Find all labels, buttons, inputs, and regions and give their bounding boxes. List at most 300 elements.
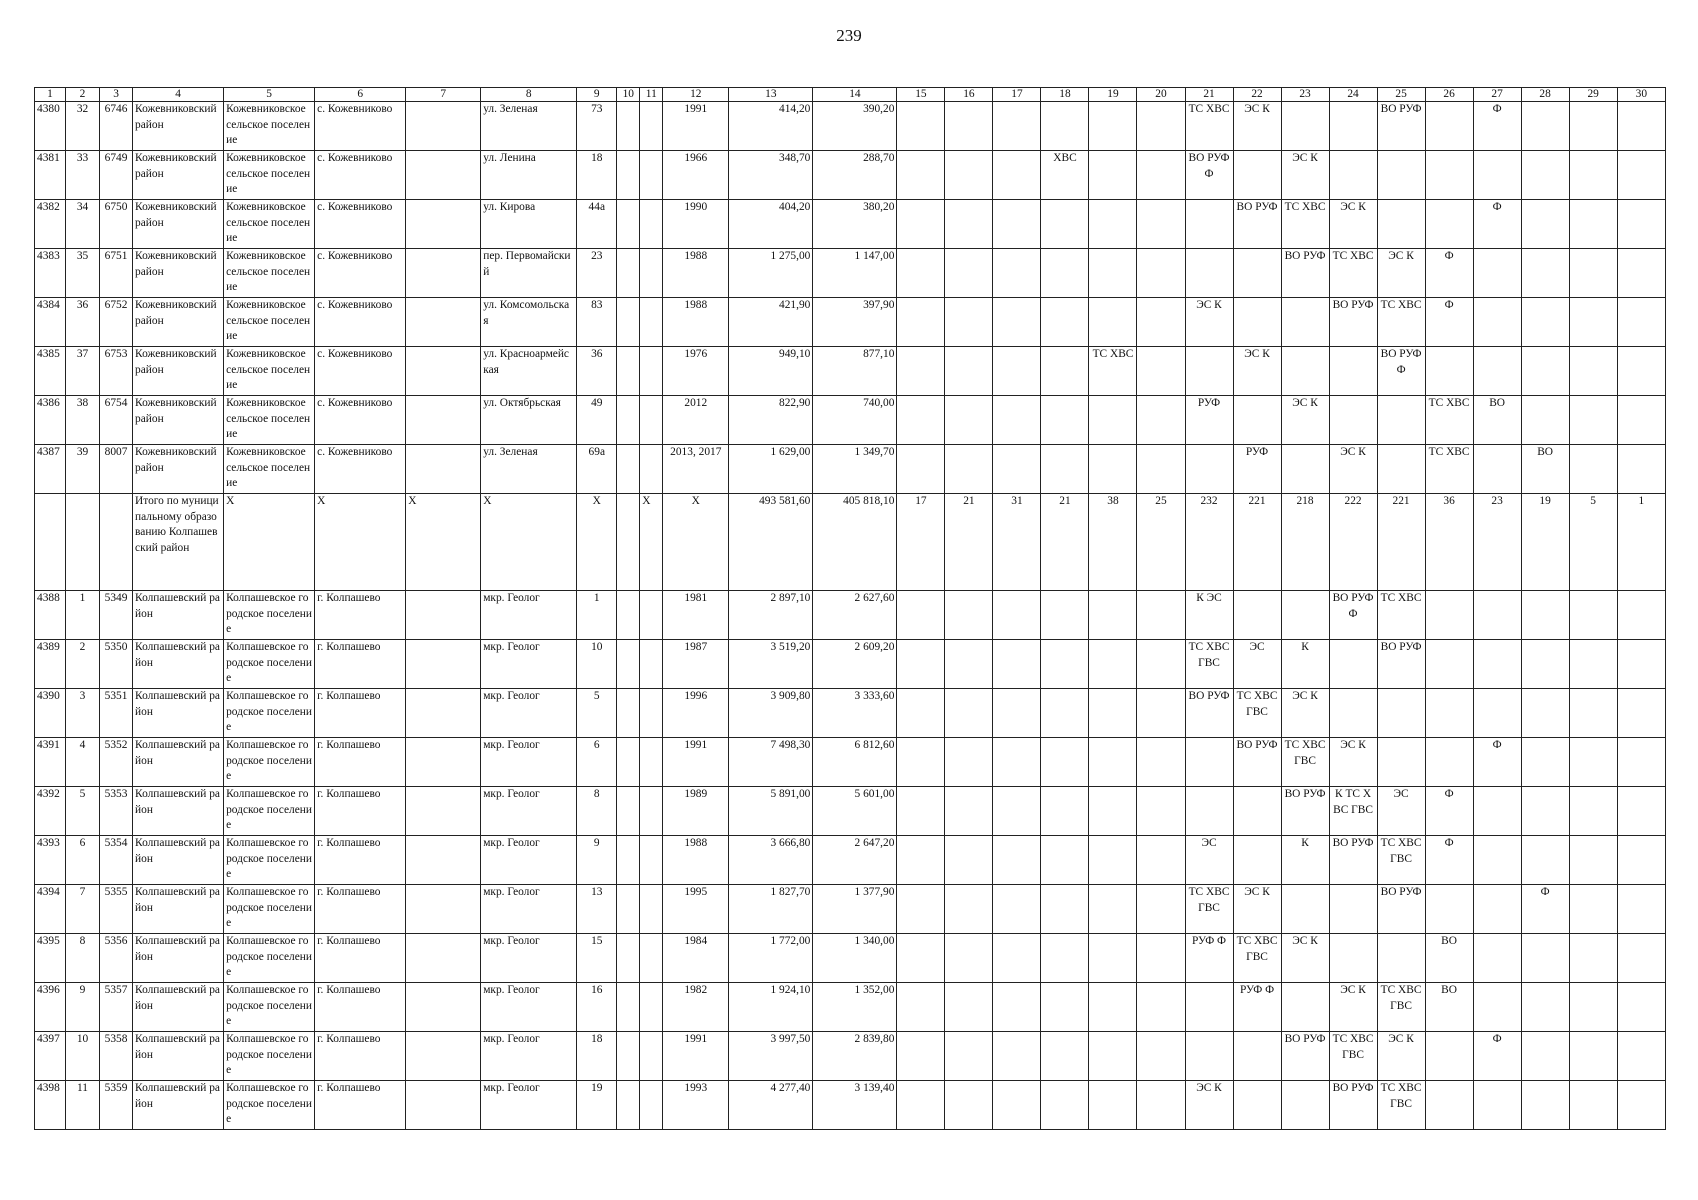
column-number-cell: 3 — [100, 88, 133, 102]
table-cell-col-24: ВО РУФ Ф — [1329, 591, 1377, 640]
table-cell-col-4: Итого по муниципальному образованию Колпашевский район — [133, 494, 224, 591]
table-cell-col-28 — [1521, 1081, 1569, 1130]
table-cell-col-16 — [945, 787, 993, 836]
table-cell-col-5: X — [224, 494, 315, 591]
table-cell-col-23 — [1281, 102, 1329, 151]
table-cell-col-2: 36 — [66, 298, 100, 347]
table-cell-col-11 — [640, 640, 663, 689]
table-cell-col-2: 1 — [66, 591, 100, 640]
table-cell-col-5: Колпашевское городское поселение — [224, 738, 315, 787]
column-number-cell: 2 — [66, 88, 100, 102]
table-cell-col-20 — [1137, 347, 1185, 396]
table-row — [35, 885, 1666, 934]
table-cell-col-25: ВО РУФ — [1377, 885, 1425, 934]
table-row — [35, 298, 1666, 347]
table-cell-col-22 — [1233, 1081, 1281, 1130]
table-cell-col-20 — [1137, 787, 1185, 836]
table-cell-col-6: г. Колпашево — [315, 1081, 406, 1130]
column-number-cell: 5 — [224, 88, 315, 102]
table-cell-col-30 — [1617, 396, 1665, 445]
table-cell-col-27 — [1473, 1081, 1521, 1130]
table-cell-col-21: ВО РУФ — [1185, 689, 1233, 738]
table-row — [35, 934, 1666, 983]
table-cell-col-25: ЭС К — [1377, 1032, 1425, 1081]
table-cell-col-19 — [1089, 934, 1137, 983]
table-cell-col-22: 221 — [1233, 494, 1281, 591]
column-number-cell: 15 — [897, 88, 945, 102]
table-cell-col-23 — [1281, 445, 1329, 494]
table-cell-col-30: 1 — [1617, 494, 1665, 591]
table-cell-col-10 — [617, 494, 640, 591]
table-cell-col-30 — [1617, 1081, 1665, 1130]
table-cell-col-23: К — [1281, 640, 1329, 689]
table-cell-col-16 — [945, 347, 993, 396]
table-cell-col-24 — [1329, 102, 1377, 151]
table-cell-col-21: РУФ Ф — [1185, 934, 1233, 983]
table-cell-col-11 — [640, 347, 663, 396]
table-cell-col-12: 1988 — [663, 836, 729, 885]
table-cell-col-6: с. Кожевниково — [315, 102, 406, 151]
table-cell-col-22 — [1233, 396, 1281, 445]
table-cell-col-2: 2 — [66, 640, 100, 689]
table-cell-col-25 — [1377, 200, 1425, 249]
table-cell-col-17: 31 — [993, 494, 1041, 591]
table-cell-col-10 — [617, 445, 640, 494]
table-row — [35, 249, 1666, 298]
table-cell-col-22 — [1233, 787, 1281, 836]
table-cell-col-11 — [640, 836, 663, 885]
table-cell-col-23: ТС ХВС ГВС — [1281, 738, 1329, 787]
table-cell-col-20 — [1137, 1081, 1185, 1130]
table-cell-col-21 — [1185, 200, 1233, 249]
table-cell-col-5: Колпашевское городское поселение — [224, 1081, 315, 1130]
table-cell-col-30 — [1617, 934, 1665, 983]
table-cell-col-21: ТС ХВС ГВС — [1185, 640, 1233, 689]
table-cell-col-7 — [406, 640, 481, 689]
table-cell-col-4: Кожевниковский район — [133, 445, 224, 494]
table-cell-col-11 — [640, 1081, 663, 1130]
table-cell-col-23 — [1281, 885, 1329, 934]
table-cell-col-13: 822,90 — [729, 396, 813, 445]
table-cell-col-9: 18 — [577, 151, 617, 200]
table-cell-col-7 — [406, 445, 481, 494]
table-cell-col-20 — [1137, 983, 1185, 1032]
table-cell-col-14: 380,20 — [813, 200, 897, 249]
table-cell-col-13: 1 629,00 — [729, 445, 813, 494]
table-cell-col-18 — [1041, 249, 1089, 298]
subtotal-row — [35, 494, 1666, 591]
table-cell-col-3: 5356 — [100, 934, 133, 983]
table-cell-col-27 — [1473, 836, 1521, 885]
table-cell-col-26: 36 — [1425, 494, 1473, 591]
table-cell-col-7 — [406, 934, 481, 983]
table-cell-col-16 — [945, 249, 993, 298]
table-cell-col-24: ВО РУФ — [1329, 836, 1377, 885]
table-cell-col-16 — [945, 934, 993, 983]
table-cell-col-4: Колпашевский район — [133, 1081, 224, 1130]
table-cell-col-9: 16 — [577, 983, 617, 1032]
table-cell-col-7 — [406, 102, 481, 151]
table-cell-col-14: 6 812,60 — [813, 738, 897, 787]
table-cell-col-8: ул. Зеленая — [481, 102, 577, 151]
table-cell-col-17 — [993, 640, 1041, 689]
table-cell-col-25: ТС ХВС — [1377, 591, 1425, 640]
table-cell-col-21: ВО РУФ Ф — [1185, 151, 1233, 200]
table-cell-col-5: Колпашевское городское поселение — [224, 983, 315, 1032]
table-cell-col-3: 6754 — [100, 396, 133, 445]
table-cell-col-24 — [1329, 885, 1377, 934]
table-cell-col-26 — [1425, 347, 1473, 396]
table-cell-col-17 — [993, 983, 1041, 1032]
table-cell-col-30 — [1617, 249, 1665, 298]
table-cell-col-30 — [1617, 640, 1665, 689]
table-cell-col-6: г. Колпашево — [315, 885, 406, 934]
table-row — [35, 102, 1666, 151]
table-cell-col-25 — [1377, 151, 1425, 200]
column-number-cell: 21 — [1185, 88, 1233, 102]
table-cell-col-21: ЭС К — [1185, 298, 1233, 347]
table-cell-col-20 — [1137, 396, 1185, 445]
table-cell-col-19 — [1089, 1032, 1137, 1081]
table-cell-col-3: 6752 — [100, 298, 133, 347]
table-cell-col-23: ЭС К — [1281, 934, 1329, 983]
table-cell-col-14: 3 139,40 — [813, 1081, 897, 1130]
table-cell-col-11 — [640, 445, 663, 494]
table-cell-col-21 — [1185, 738, 1233, 787]
column-number-cell: 16 — [945, 88, 993, 102]
table-cell-col-15 — [897, 200, 945, 249]
table-cell-col-5: Колпашевское городское поселение — [224, 689, 315, 738]
table-cell-col-21: ЭС — [1185, 836, 1233, 885]
column-number-cell: 22 — [1233, 88, 1281, 102]
table-cell-col-12: 1976 — [663, 347, 729, 396]
table-cell-col-28 — [1521, 298, 1569, 347]
table-cell-col-18: 21 — [1041, 494, 1089, 591]
table-cell-col-25: ВО РУФ Ф — [1377, 347, 1425, 396]
table-cell-col-9: 83 — [577, 298, 617, 347]
table-cell-col-2: 10 — [66, 1032, 100, 1081]
table-cell-col-26 — [1425, 1032, 1473, 1081]
table-cell-col-3: 5355 — [100, 885, 133, 934]
column-number-cell: 28 — [1521, 88, 1569, 102]
table-cell-col-13: 4 277,40 — [729, 1081, 813, 1130]
column-number-cell: 7 — [406, 88, 481, 102]
table-cell-col-11 — [640, 689, 663, 738]
table-cell-col-19 — [1089, 102, 1137, 151]
table-cell-col-10 — [617, 102, 640, 151]
table-cell-col-19 — [1089, 200, 1137, 249]
table-cell-col-2: 6 — [66, 836, 100, 885]
table-cell-col-25: ЭС — [1377, 787, 1425, 836]
table-cell-col-24: ЭС К — [1329, 445, 1377, 494]
column-number-cell: 30 — [1617, 88, 1665, 102]
table-cell-col-11 — [640, 200, 663, 249]
table-cell-col-16 — [945, 1081, 993, 1130]
table-cell-col-22: ТС ХВС ГВС — [1233, 934, 1281, 983]
table-cell-col-18 — [1041, 1081, 1089, 1130]
table-cell-col-3: 5357 — [100, 983, 133, 1032]
table-cell-col-1: 4394 — [35, 885, 66, 934]
table-cell-col-22: ЭС К — [1233, 347, 1281, 396]
table-cell-col-12: 1990 — [663, 200, 729, 249]
table-cell-col-24 — [1329, 347, 1377, 396]
table-cell-col-5: Кожевниковское сельское поселение — [224, 298, 315, 347]
table-cell-col-9: 15 — [577, 934, 617, 983]
table-cell-col-13: 5 891,00 — [729, 787, 813, 836]
table-cell-col-27 — [1473, 591, 1521, 640]
table-cell-col-9: 44а — [577, 200, 617, 249]
table-cell-col-29 — [1569, 151, 1617, 200]
table-cell-col-13: 949,10 — [729, 347, 813, 396]
table-cell-col-4: Кожевниковский район — [133, 396, 224, 445]
column-number-cell: 19 — [1089, 88, 1137, 102]
table-cell-col-3: 5359 — [100, 1081, 133, 1130]
table-cell-col-22: ЭС — [1233, 640, 1281, 689]
table-cell-col-24: ТС ХВС — [1329, 249, 1377, 298]
table-cell-col-6: X — [315, 494, 406, 591]
table-cell-col-10 — [617, 787, 640, 836]
table-cell-col-12: 1991 — [663, 1032, 729, 1081]
table-cell-col-29 — [1569, 689, 1617, 738]
table-cell-col-1: 4382 — [35, 200, 66, 249]
table-cell-col-6: г. Колпашево — [315, 738, 406, 787]
column-number-cell: 24 — [1329, 88, 1377, 102]
table-cell-col-1: 4383 — [35, 249, 66, 298]
table-cell-col-29 — [1569, 885, 1617, 934]
table-cell-col-11 — [640, 298, 663, 347]
table-cell-col-16 — [945, 200, 993, 249]
table-cell-col-5: Колпашевское городское поселение — [224, 640, 315, 689]
table-cell-col-15 — [897, 445, 945, 494]
table-cell-col-12: 2013, 2017 — [663, 445, 729, 494]
table-cell-col-8: мкр. Геолог — [481, 640, 577, 689]
table-cell-col-2: 39 — [66, 445, 100, 494]
table-cell-col-4: Колпашевский район — [133, 934, 224, 983]
table-cell-col-25: ТС ХВС ГВС — [1377, 1081, 1425, 1130]
table-cell-col-13: 1 924,10 — [729, 983, 813, 1032]
table-cell-col-25 — [1377, 445, 1425, 494]
table-cell-col-20 — [1137, 249, 1185, 298]
table-cell-col-5: Колпашевское городское поселение — [224, 836, 315, 885]
table-cell-col-24: ТС ХВС ГВС — [1329, 1032, 1377, 1081]
table-cell-col-15 — [897, 396, 945, 445]
table-cell-col-19 — [1089, 640, 1137, 689]
table-cell-col-25 — [1377, 396, 1425, 445]
table-row — [35, 396, 1666, 445]
table-cell-col-19 — [1089, 983, 1137, 1032]
table-cell-col-24 — [1329, 151, 1377, 200]
table-cell-col-4: Кожевниковский район — [133, 347, 224, 396]
table-cell-col-28: 19 — [1521, 494, 1569, 591]
table-cell-col-14: 397,90 — [813, 298, 897, 347]
table-cell-col-8: X — [481, 494, 577, 591]
table-row — [35, 151, 1666, 200]
table-cell-col-29 — [1569, 934, 1617, 983]
table-cell-col-15: 17 — [897, 494, 945, 591]
table-cell-col-3: 8007 — [100, 445, 133, 494]
column-number-cell: 10 — [617, 88, 640, 102]
table-cell-col-21: К ЭС — [1185, 591, 1233, 640]
table-cell-col-2: 38 — [66, 396, 100, 445]
table-cell-col-19 — [1089, 1081, 1137, 1130]
table-cell-col-7 — [406, 347, 481, 396]
table-cell-col-4: Колпашевский район — [133, 983, 224, 1032]
table-cell-col-18 — [1041, 640, 1089, 689]
table-cell-col-18 — [1041, 445, 1089, 494]
table-cell-col-12: 1995 — [663, 885, 729, 934]
table-cell-col-16: 21 — [945, 494, 993, 591]
table-cell-col-13: 1 275,00 — [729, 249, 813, 298]
table-cell-col-7 — [406, 298, 481, 347]
table-cell-col-11 — [640, 787, 663, 836]
table-cell-col-25: ВО РУФ — [1377, 640, 1425, 689]
table-cell-col-30 — [1617, 445, 1665, 494]
table-cell-col-2: 5 — [66, 787, 100, 836]
table-cell-col-19: ТС ХВС — [1089, 347, 1137, 396]
table-cell-col-13: 7 498,30 — [729, 738, 813, 787]
table-cell-col-20: 25 — [1137, 494, 1185, 591]
table-cell-col-17 — [993, 102, 1041, 151]
table-cell-col-6: г. Колпашево — [315, 983, 406, 1032]
table-cell-col-4: Колпашевский район — [133, 640, 224, 689]
table-cell-col-17 — [993, 689, 1041, 738]
table-cell-col-25 — [1377, 934, 1425, 983]
table-cell-col-19 — [1089, 249, 1137, 298]
table-cell-col-30 — [1617, 983, 1665, 1032]
table-cell-col-16 — [945, 836, 993, 885]
table-cell-col-17 — [993, 200, 1041, 249]
table-cell-col-24 — [1329, 689, 1377, 738]
table-cell-col-12: 1996 — [663, 689, 729, 738]
table-cell-col-24: 222 — [1329, 494, 1377, 591]
table-cell-col-9: 23 — [577, 249, 617, 298]
table-cell-col-28 — [1521, 1032, 1569, 1081]
table-cell-col-27 — [1473, 787, 1521, 836]
table-cell-col-27 — [1473, 445, 1521, 494]
table-cell-col-26 — [1425, 738, 1473, 787]
table-cell-col-14: 2 839,80 — [813, 1032, 897, 1081]
table-cell-col-15 — [897, 983, 945, 1032]
table-cell-col-21: РУФ — [1185, 396, 1233, 445]
table-cell-col-27: ВО — [1473, 396, 1521, 445]
table-cell-col-2: 3 — [66, 689, 100, 738]
table-cell-col-13: 404,20 — [729, 200, 813, 249]
table-cell-col-28 — [1521, 738, 1569, 787]
table-cell-col-12: 1989 — [663, 787, 729, 836]
table-cell-col-4: Колпашевский район — [133, 689, 224, 738]
table-cell-col-14: 1 147,00 — [813, 249, 897, 298]
table-cell-col-7 — [406, 396, 481, 445]
table-cell-col-1: 4395 — [35, 934, 66, 983]
table-cell-col-7 — [406, 885, 481, 934]
table-cell-col-5: Кожевниковское сельское поселение — [224, 151, 315, 200]
table-cell-col-22: ТС ХВС ГВС — [1233, 689, 1281, 738]
table-cell-col-2: 9 — [66, 983, 100, 1032]
table-cell-col-21: ТС ХВС ГВС — [1185, 885, 1233, 934]
table-cell-col-19 — [1089, 885, 1137, 934]
table-cell-col-10 — [617, 1081, 640, 1130]
table-cell-col-6: с. Кожевниково — [315, 298, 406, 347]
table-cell-col-18 — [1041, 983, 1089, 1032]
table-cell-col-15 — [897, 591, 945, 640]
table-cell-col-15 — [897, 738, 945, 787]
table-cell-col-27 — [1473, 885, 1521, 934]
table-cell-col-6: г. Колпашево — [315, 787, 406, 836]
table-cell-col-29 — [1569, 445, 1617, 494]
table-cell-col-17 — [993, 1081, 1041, 1130]
table-cell-col-6: с. Кожевниково — [315, 445, 406, 494]
table-cell-col-11 — [640, 591, 663, 640]
table-cell-col-15 — [897, 347, 945, 396]
table-cell-col-7 — [406, 738, 481, 787]
table-cell-col-15 — [897, 934, 945, 983]
table-cell-col-24: К ТС ХВС ГВС — [1329, 787, 1377, 836]
table-cell-col-10 — [617, 640, 640, 689]
table-cell-col-4: Колпашевский район — [133, 885, 224, 934]
table-cell-col-18: ХВС — [1041, 151, 1089, 200]
table-cell-col-5: Кожевниковское сельское поселение — [224, 200, 315, 249]
table-cell-col-20 — [1137, 689, 1185, 738]
table-cell-col-13: 1 827,70 — [729, 885, 813, 934]
table-cell-col-20 — [1137, 640, 1185, 689]
table-cell-col-22 — [1233, 298, 1281, 347]
table-row — [35, 347, 1666, 396]
table-cell-col-4: Кожевниковский район — [133, 249, 224, 298]
table-cell-col-2 — [66, 494, 100, 591]
column-number-cell: 26 — [1425, 88, 1473, 102]
table-cell-col-8: ул. Зеленая — [481, 445, 577, 494]
table-cell-col-27 — [1473, 151, 1521, 200]
table-cell-col-24 — [1329, 396, 1377, 445]
table-cell-col-19: 38 — [1089, 494, 1137, 591]
table-cell-col-23: ТС ХВС — [1281, 200, 1329, 249]
table-cell-col-11 — [640, 396, 663, 445]
table-cell-col-10 — [617, 885, 640, 934]
table-cell-col-27: 23 — [1473, 494, 1521, 591]
table-cell-col-15 — [897, 249, 945, 298]
table-row — [35, 591, 1666, 640]
table-cell-col-2: 35 — [66, 249, 100, 298]
table-cell-col-1: 4391 — [35, 738, 66, 787]
table-cell-col-18 — [1041, 787, 1089, 836]
table-cell-col-12: 2012 — [663, 396, 729, 445]
table-cell-col-5: Кожевниковское сельское поселение — [224, 249, 315, 298]
table-cell-col-9: 5 — [577, 689, 617, 738]
table-cell-col-6: с. Кожевниково — [315, 249, 406, 298]
table-cell-col-1: 4387 — [35, 445, 66, 494]
table-cell-col-3: 6753 — [100, 347, 133, 396]
table-cell-col-22 — [1233, 591, 1281, 640]
table-cell-col-28 — [1521, 836, 1569, 885]
table-cell-col-16 — [945, 983, 993, 1032]
table-row — [35, 200, 1666, 249]
table-cell-col-8: мкр. Геолог — [481, 885, 577, 934]
housing-register-table — [34, 87, 1666, 1130]
table-cell-col-2: 33 — [66, 151, 100, 200]
table-cell-col-21: ЭС К — [1185, 1081, 1233, 1130]
table-cell-col-17 — [993, 1032, 1041, 1081]
table-cell-col-4: Кожевниковский район — [133, 200, 224, 249]
table-cell-col-25 — [1377, 689, 1425, 738]
table-cell-col-10 — [617, 298, 640, 347]
table-cell-col-15 — [897, 102, 945, 151]
table-cell-col-25: ТС ХВС ГВС — [1377, 836, 1425, 885]
table-cell-col-5: Кожевниковское сельское поселение — [224, 445, 315, 494]
table-cell-col-26: ТС ХВС — [1425, 396, 1473, 445]
table-cell-col-29 — [1569, 396, 1617, 445]
table-cell-col-30 — [1617, 347, 1665, 396]
table-cell-col-12: 1987 — [663, 640, 729, 689]
